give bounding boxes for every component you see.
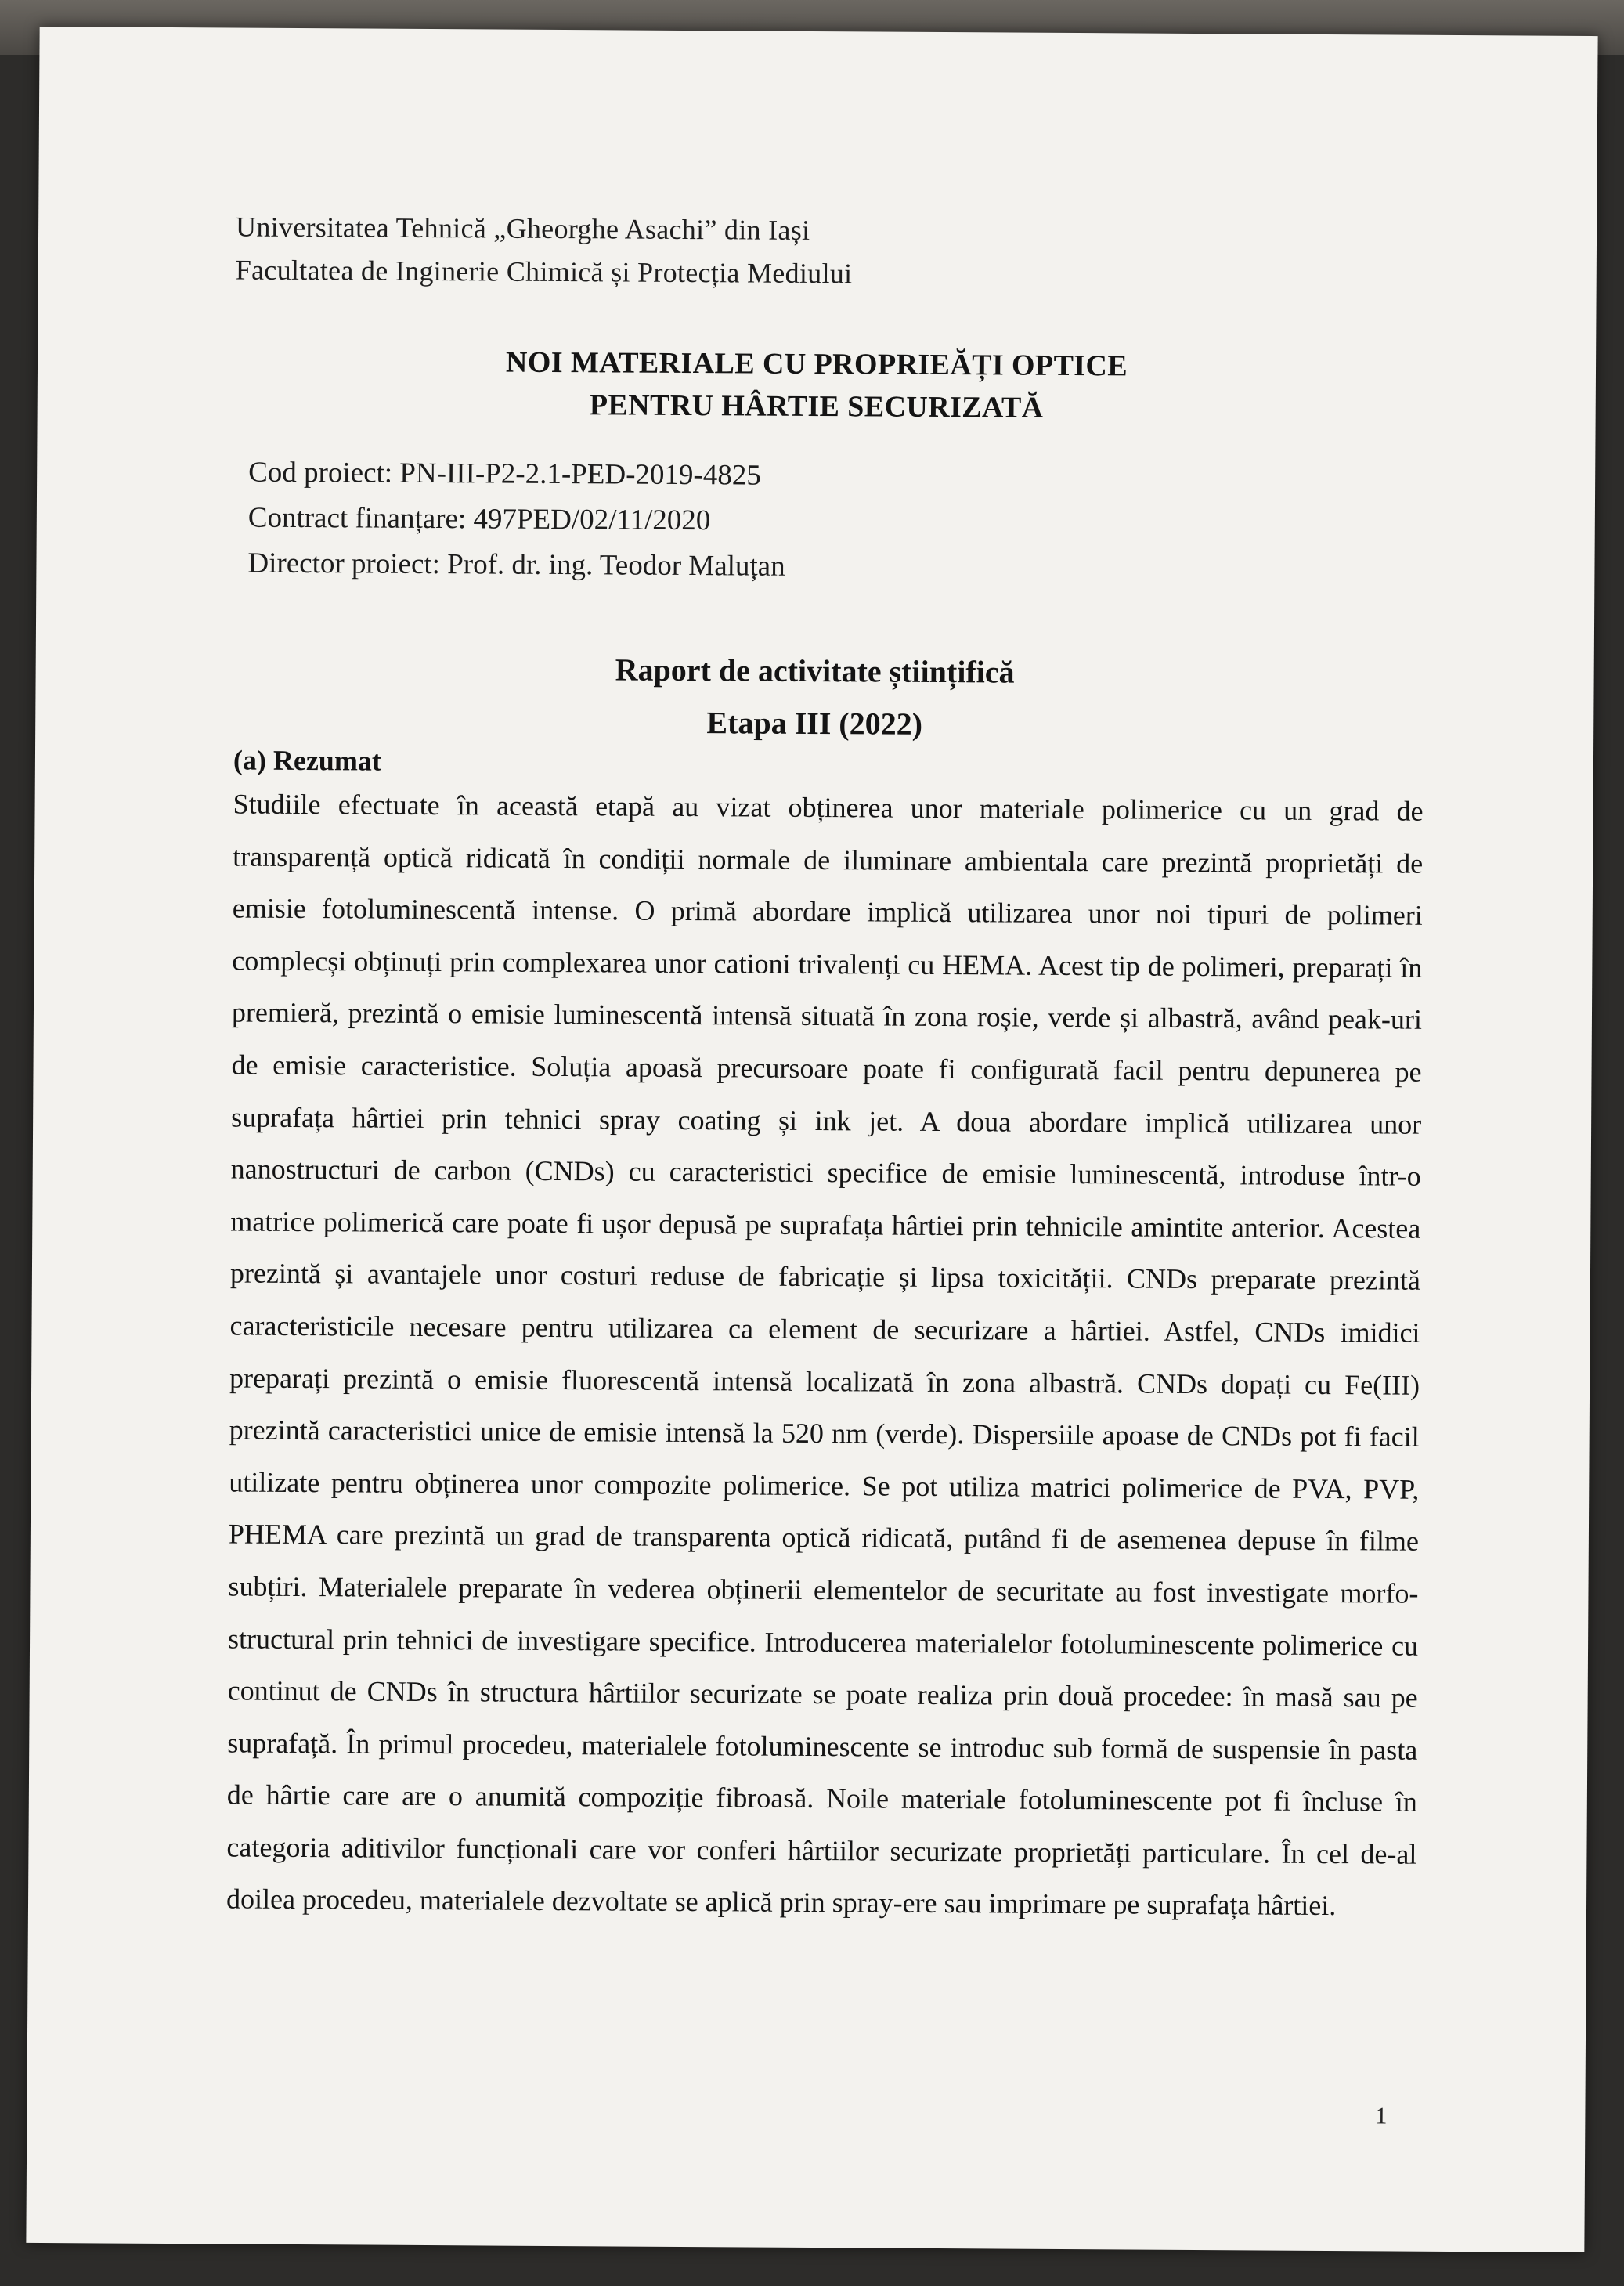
project-director: Director proiect: Prof. dr. ing. Teodor Maluțan bbox=[247, 547, 785, 583]
university-name: Universitatea Tehnică „Gheorghe Asachi” din Iași bbox=[235, 211, 810, 246]
paper-sheet bbox=[26, 27, 1597, 2252]
report-title: Raport de activitate științifică bbox=[615, 652, 1015, 690]
document-title-line-2: PENTRU HÂRTIE SECURIZATĂ bbox=[589, 388, 1044, 424]
page-number: 1 bbox=[1375, 2103, 1388, 2129]
contract-number: Contract finanțare: 497PED/02/11/2020 bbox=[247, 501, 711, 537]
document-title-line-1: NOI MATERIALE CU PROPRIEĂȚI OPTICE bbox=[505, 345, 1128, 383]
project-code: Cod proiect: PN-III-P2-2.1-PED-2019-4825 bbox=[248, 456, 761, 492]
summary-paragraph: Studiile efectuate în această etapă au vizat obținerea unor materiale polimerice cu un grad de transparență optică ridicată în condiții normale de iluminare ambientala care prezintă proprietăți de emisie fotoluminescentă intense. O primă abordare implică utilizarea unor noi tipuri de polimeri complecși obținuți prin complexarea unor cationi trivalenți cu HEMA. Acest tip de polimeri, preparați în premieră, prezintă o emisie luminescentă intensă situată în zona roșie, verde și albastră, având peak-uri de emisie caracteristice. Soluția apoasă precursoare poate fi configurată facil pentru depunerea pe suprafața hârtiei prin tehnici spray coating și ink jet. A doua abordare implică utilizarea unor nanostructuri de carbon (CNDs) cu caracteristici specifice de emisie luminescentă, introduse într-o matrice polimerică care poate fi ușor depusă pe suprafața hârtiei prin tehnicile amintite anterior. Acestea prezintă și avantajele unor costuri reduse de fabricație și lipsa toxicității. CNDs preparate prezintă caracteristicile necesare pentru utilizarea ca element de securizare a hârtiei. Astfel, CNDs imidici preparați prezintă o emisie fluorescentă intensă localizată în zona albastră. CNDs dopați cu Fe(III) prezintă caracteristici unice de emisie intensă la 520 nm (verde). Dispersiile apoase de CNDs pot fi facil utilizate pentru obținerea unor compozite polimerice. Se pot utiliza matrici polimerice de PVA, PVP, PHEMA care prezintă un grad de transparenta optică ridicată, putând fi de asemenea depuse în filme subțiri. Materialele preparate în vederea obținerii elementelor de securitate au fost investigate morfo-structural prin tehnici de investigare specifice. Introducerea materialelor fotoluminescente polimerice cu continut de CNDs în structura hârtiilor securizate se poate realiza prin două procedee: în masă sau pe suprafață. În primul procedeu, materialele fotoluminescente se introduc sub formă de suspensie în pasta de hârtie care are o anumită compoziție fibroasă. Noile materiale fotoluminescente pot fi încluse în categoria aditivilor funcționali care vor conferi hârtiilor securizate proprietăți particulare. În cel de-al doilea procedeu, materialele dezvoltate se aplică prin spray-ere sau imprimare pe suprafața hârtiei. bbox=[226, 788, 1424, 1922]
faculty-name: Facultatea de Inginerie Chimică și Protecția Mediului bbox=[235, 254, 853, 290]
report-stage: Etapa III (2022) bbox=[706, 705, 923, 742]
section-heading: (a) Rezumat bbox=[233, 744, 382, 777]
